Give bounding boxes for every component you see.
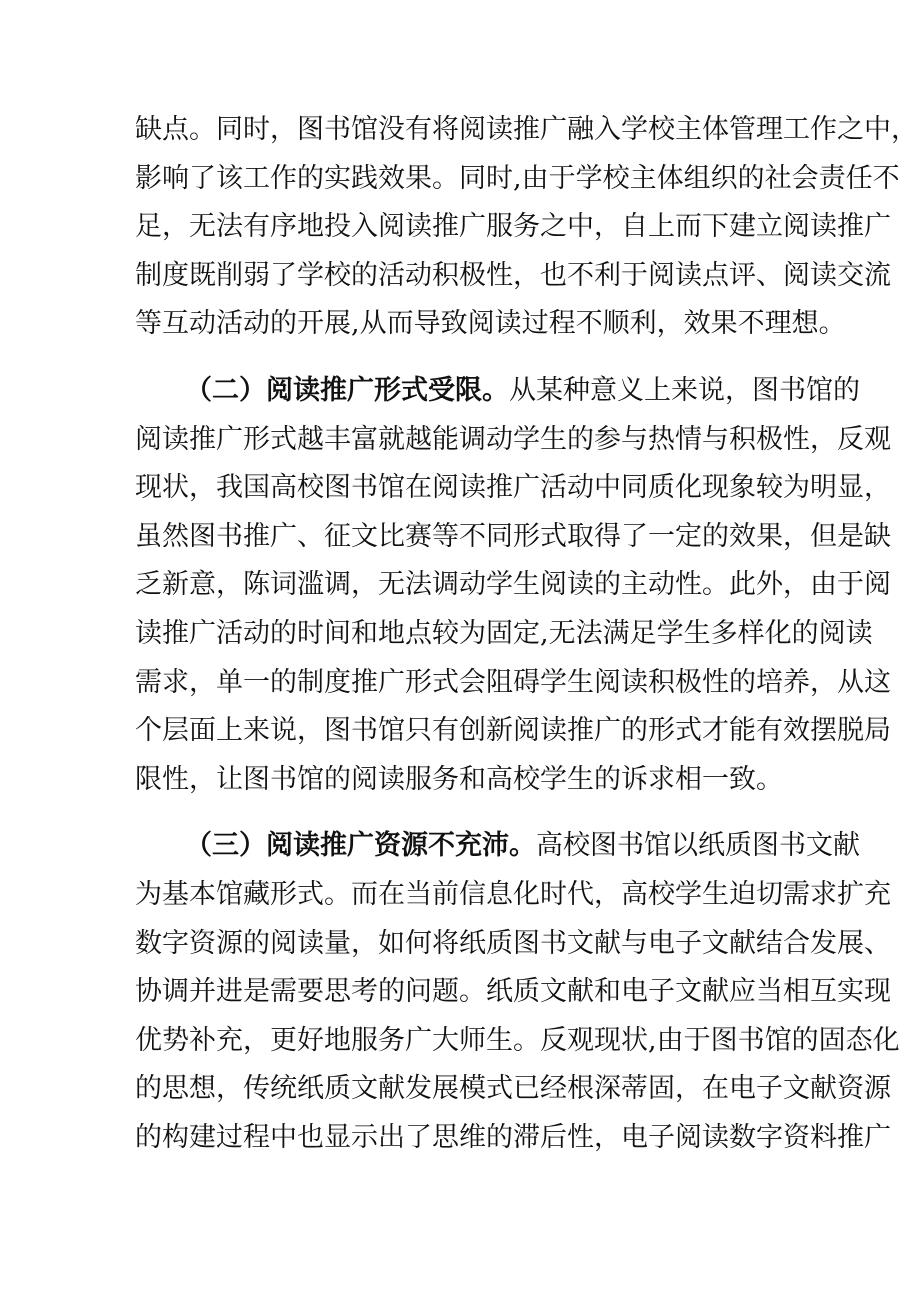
text-line (135, 300, 846, 349)
line-text: 足，无法有序地投入阅读推广服务之中，自上而下建立阅读推广 (135, 211, 891, 243)
text-line (135, 1017, 900, 1066)
line-text: 高校图书馆以纸质图书文献 (536, 830, 860, 862)
line-text: 限性，让图书馆的阅读服务和高校学生的诉求相一致。 (135, 763, 783, 795)
line-text: 个层面上来说，图书馆只有创新阅读推广的形式才能有效摆脱局 (135, 715, 891, 747)
line-text: 缺点。同时，图书馆没有将阅读推广融入学校主体管理工作之中， (135, 114, 918, 145)
line-text: 的构建过程中也显示出了思维的滞后性，电子阅读数字资料推广 (135, 1121, 891, 1153)
text-line (135, 610, 873, 659)
line-text: 读推广活动的时间和地点较为固定,无法满足学生多样化的阅读 (135, 617, 873, 649)
line-text: 的思想，传统纸质文献发展模式已经根深蒂固，在电子文献资源 (135, 1073, 891, 1105)
text-line (135, 920, 891, 969)
text-line (135, 561, 891, 610)
text-line (135, 1065, 891, 1114)
paragraph (135, 367, 891, 804)
line-text: 制度既削弱了学校的活动积极性，也不利于阅读点评、阅读交流 (135, 259, 891, 291)
section-heading: （三）阅读推广资源不充沛。 (185, 830, 536, 862)
document-page (135, 106, 918, 1180)
text-line (135, 252, 891, 301)
text-line (135, 659, 891, 708)
line-text: 虽然图书推广、征文比赛等不同形式取得了一定的效果，但是缺 (135, 520, 891, 552)
paragraph (135, 106, 918, 349)
line-text: 协调并进是需要思考的问题。纸质文献和电子文献应当相互实现 (135, 976, 891, 1008)
line-text: 现状，我国高校图书馆在阅读推广活动中同质化现象较为明显， (135, 472, 891, 504)
line-text: 为基本馆藏形式。而在当前信息化时代，高校学生迫切需求扩充 (135, 878, 891, 910)
line-text: 乏新意，陈词滥调，无法调动学生阅读的主动性。此外，由于阅 (135, 569, 891, 601)
text-line (135, 203, 891, 252)
section-heading: （二）阅读推广形式受限。 (185, 374, 509, 406)
text-line (135, 871, 891, 920)
text-line (135, 1114, 891, 1163)
text-line (135, 756, 791, 805)
text-line (135, 513, 891, 562)
text-line (135, 106, 918, 155)
text-line (135, 155, 900, 204)
text-line (135, 367, 860, 416)
line-text: 阅读推广形式越丰富就越能调动学生的参与热情与积极性，反观 (135, 423, 891, 455)
line-text: 数字资源的阅读量，如何将纸质图书文献与电子文献结合发展、 (135, 927, 891, 959)
text-line (135, 707, 891, 756)
paragraph (135, 822, 900, 1162)
text-line (135, 464, 891, 513)
line-text: 影响了该工作的实践效果。同时,由于学校主体组织的社会责任不 (135, 162, 900, 194)
text-line (135, 968, 891, 1017)
text-line (135, 416, 891, 465)
line-text: 等互动活动的开展,从而导致阅读过程不顺利，效果不理想。 (135, 308, 846, 340)
line-text: 需求，单一的制度推广形式会阻碍学生阅读积极性的培养，从这 (135, 666, 891, 698)
text-line (135, 822, 860, 871)
line-text: 从某种意义上来说，图书馆的 (509, 374, 860, 406)
line-text: 优势补充，更好地服务广大师生。反观现状,由于图书馆的固态化 (135, 1024, 900, 1056)
